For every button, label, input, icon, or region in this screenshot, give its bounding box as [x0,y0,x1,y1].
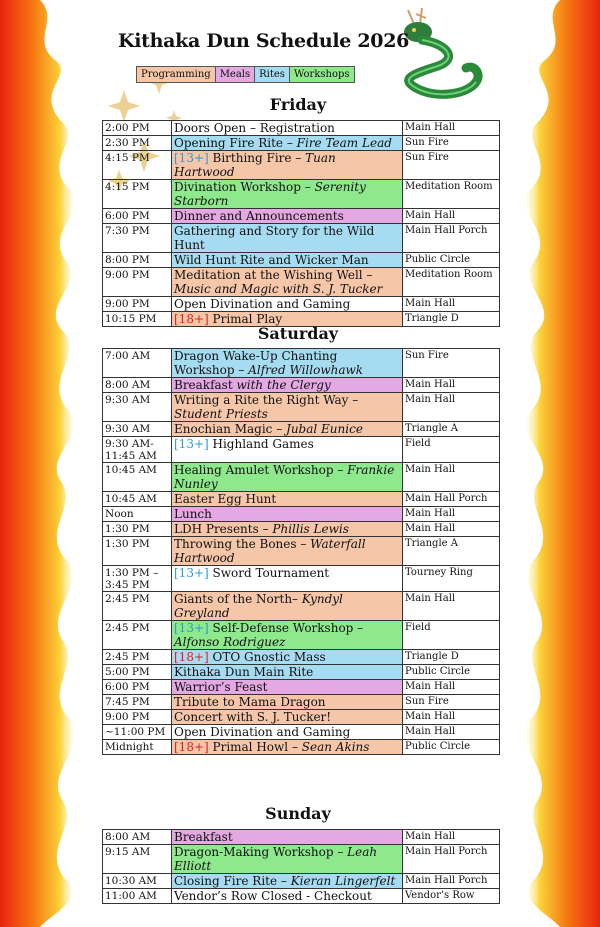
event-leader: with the Clergy [236,378,331,392]
event-title: Self-Defense Workshop – [208,621,364,635]
event-location: Sun Fire [403,695,500,710]
event-cell [172,566,403,592]
table-row [103,830,500,845]
event-time: 1:30 PM [103,522,172,537]
event-leader: Waterfall Hartwood [174,537,366,565]
event-leader: Kieran Lingerfelt [290,874,396,888]
event-location: Main Hall Porch [403,224,500,253]
event-title: Writing a Rite the Right Way – [174,393,359,407]
event-leader: Fire Team Lead [296,136,392,150]
table-row [103,507,500,522]
event-leader: Alfred Willowhawk [248,363,364,377]
event-location: Field [403,621,500,650]
event-cell [172,650,403,665]
event-time: ~11:00 PM [103,725,172,740]
event-leader: Leah Elliott [174,845,378,873]
event-title: Opening Fire Rite – [174,136,297,150]
table-row [103,592,500,621]
event-cell [172,522,403,537]
table-row [103,268,500,297]
event-cell [172,224,403,253]
day-heading-saturday: Saturday [257,324,339,343]
event-location: Main Hall [403,393,500,422]
table-row [103,349,500,378]
event-location: Triangle D [403,650,500,665]
event-title: Divination Workshop – [174,180,315,194]
table-row [103,537,500,566]
event-time: 10:30 AM [103,874,172,889]
event-time: 11:00 AM [103,889,172,904]
event-leader: Frankie Nunley [174,463,395,491]
event-location: Sun Fire [403,349,500,378]
table-row [103,151,500,180]
event-time: Midnight [103,740,172,755]
event-cell [172,349,403,378]
table-row [103,695,500,710]
event-cell [172,151,403,180]
event-location: Main Hall Porch [403,845,500,874]
event-cell [172,253,403,268]
event-cell [172,830,403,845]
event-title: Open Divination and Gaming [174,725,351,739]
table-row [103,463,500,492]
event-time: 9:30 AM [103,393,172,422]
age-tag: [13+] [174,621,209,635]
event-location: Main Hall [403,209,500,224]
flame-border-right-icon [500,0,600,927]
age-tag: [18+] [174,740,209,754]
event-cell [172,695,403,710]
event-cell [172,463,403,492]
legend-workshops: Workshops [290,67,354,82]
event-cell [172,437,403,463]
event-title: Easter Egg Hunt [174,492,277,506]
event-leader: Serenity Starborn [174,180,366,208]
day-heading-friday: Friday [269,95,327,114]
table-row [103,621,500,650]
legend-programming: Programming [137,67,216,82]
table-row [103,121,500,136]
event-title: Concert with S. J. Tucker! [174,710,332,724]
event-cell [172,537,403,566]
event-location: Sun Fire [403,136,500,151]
event-title: Meditation at the Wishing Well – [174,268,373,282]
event-time: 4:15 PM [103,151,172,180]
event-cell [172,121,403,136]
event-title: Throwing the Bones – [174,537,311,551]
table-row [103,725,500,740]
event-location: Main Hall [403,463,500,492]
event-title: Breakfast [174,830,233,844]
event-time: 6:00 PM [103,680,172,695]
flame-border-left-icon [0,0,100,927]
event-location: Main Hall [403,507,500,522]
table-row [103,224,500,253]
event-title: Open Divination and Gaming [174,297,351,311]
event-title: Dinner and Announcements [174,209,344,223]
event-title: Healing Amulet Workshop – [174,463,348,477]
event-title: Primal Play [208,312,283,326]
event-cell [172,393,403,422]
event-title: Wild Hunt Rite and Wicker Man [174,253,369,267]
event-title: Breakfast [174,378,237,392]
event-leader: Music and Magic with S. J. Tucker [174,282,383,296]
event-time: 7:00 AM [103,349,172,378]
event-leader: Kyndyl Greyland [174,592,343,620]
event-leader: Student Priests [174,407,268,421]
legend-rites: Rites [255,67,290,82]
event-location: Main Hall [403,592,500,621]
event-title: Dragon-Making Workshop – [174,845,348,859]
event-location: Public Circle [403,740,500,755]
event-time: 2:00 PM [103,121,172,136]
event-time: 8:00 PM [103,253,172,268]
event-title: Primal Howl – [208,740,302,754]
event-time: 10:45 AM [103,463,172,492]
event-cell [172,710,403,725]
event-time: 9:30 AM-11:45 AM [103,437,172,463]
event-leader: Sean Akins [301,740,370,754]
event-title: Vendor’s Row Closed - Checkout [174,889,372,903]
table-row [103,845,500,874]
event-time: 9:00 PM [103,268,172,297]
table-row [103,378,500,393]
event-cell [172,209,403,224]
event-location: Main Hall [403,522,500,537]
page-title: Kithaka Dun Schedule 2026 [118,30,410,52]
event-location: Public Circle [403,253,500,268]
event-location: Main Hall Porch [403,874,500,889]
table-row [103,665,500,680]
event-time: 6:00 PM [103,209,172,224]
event-time: 1:30 PM – 3:45 PM [103,566,172,592]
schedule-table-friday [102,120,500,327]
event-time: 4:15 PM [103,180,172,209]
event-title: Enochian Magic – [174,422,287,436]
event-location: Triangle D [403,312,500,327]
event-location: Main Hall [403,710,500,725]
event-time: 7:45 PM [103,695,172,710]
table-row [103,522,500,537]
event-time: 2:45 PM [103,650,172,665]
event-cell [172,268,403,297]
event-cell [172,725,403,740]
event-cell [172,422,403,437]
event-location: Vendor’s Row [403,889,500,904]
table-row [103,422,500,437]
event-location: Main Hall [403,830,500,845]
event-location: Public Circle [403,665,500,680]
event-title: Lunch [174,507,212,521]
day-heading-sunday: Sunday [265,804,331,823]
event-title: Highland Games [208,437,314,451]
event-time: 1:30 PM [103,537,172,566]
event-time: 5:00 PM [103,665,172,680]
event-title: Kithaka Dun Main Rite [174,665,314,679]
event-leader: Alfonso Rodriguez [174,635,286,649]
event-title: LDH Presents – [174,522,273,536]
event-cell [172,740,403,755]
event-time: 10:45 AM [103,492,172,507]
table-row [103,889,500,904]
event-cell [172,665,403,680]
legend-meals: Meals [216,67,255,82]
event-location: Meditation Room [403,180,500,209]
table-row [103,650,500,665]
event-cell [172,136,403,151]
table-row [103,492,500,507]
event-cell [172,378,403,393]
event-title: Doors Open – Registration [174,121,335,135]
age-tag: [13+] [174,566,209,580]
event-time: 9:15 AM [103,845,172,874]
event-time: 8:00 AM [103,378,172,393]
event-time: 2:45 PM [103,621,172,650]
event-location: Tourney Ring [403,566,500,592]
event-location: Main Hall [403,680,500,695]
event-location: Main Hall [403,725,500,740]
event-cell [172,680,403,695]
table-row [103,740,500,755]
table-row [103,253,500,268]
event-time: 2:30 PM [103,136,172,151]
event-title: Sword Tournament [208,566,330,580]
event-title: OTO Gnostic Mass [208,650,326,664]
table-row [103,136,500,151]
table-row [103,180,500,209]
event-location: Main Hall [403,297,500,312]
schedule-table-saturday [102,348,500,755]
event-location: Field [403,437,500,463]
event-location: Main Hall [403,378,500,393]
event-leader: Phillis Lewis [272,522,349,536]
table-row [103,710,500,725]
event-cell [172,889,403,904]
event-cell [172,492,403,507]
event-cell [172,297,403,312]
table-row [103,209,500,224]
event-cell [172,180,403,209]
event-title: Giants of the North– [174,592,302,606]
event-cell [172,592,403,621]
event-cell [172,845,403,874]
event-time: 2:45 PM [103,592,172,621]
table-row [103,566,500,592]
event-location: Meditation Room [403,268,500,297]
event-cell [172,621,403,650]
event-time: 8:00 AM [103,830,172,845]
event-time: Noon [103,507,172,522]
event-cell [172,507,403,522]
event-title: Tribute to Mama Dragon [174,695,326,709]
event-location: Sun Fire [403,151,500,180]
event-time: 9:30 AM [103,422,172,437]
event-title: Birthing Fire – [208,151,306,165]
table-row [103,437,500,463]
event-title: Warrior’s Feast [174,680,268,694]
event-location: Main Hall Porch [403,492,500,507]
event-time: 7:30 PM [103,224,172,253]
category-legend [136,66,355,83]
table-row [103,393,500,422]
table-row [103,680,500,695]
table-row [103,297,500,312]
event-leader: Tuan Hartwood [174,151,336,179]
event-location: Triangle A [403,422,500,437]
event-location: Main Hall [403,121,500,136]
age-tag: [13+] [174,437,209,451]
table-row [103,874,500,889]
age-tag: [18+] [174,650,209,664]
event-title: Dragon Wake-Up Chanting Workshop – [174,349,338,377]
event-location: Triangle A [403,537,500,566]
event-time: 10:15 PM [103,312,172,327]
event-title: Closing Fire Rite – [174,874,291,888]
event-cell [172,874,403,889]
event-leader: Jubal Eunice [286,422,363,436]
schedule-table-sunday [102,829,500,904]
event-time: 9:00 PM [103,710,172,725]
event-title: Gathering and Story for the Wild Hunt [174,224,375,252]
age-tag: [18+] [174,312,209,326]
event-time: 9:00 PM [103,297,172,312]
age-tag: [13+] [174,151,209,165]
